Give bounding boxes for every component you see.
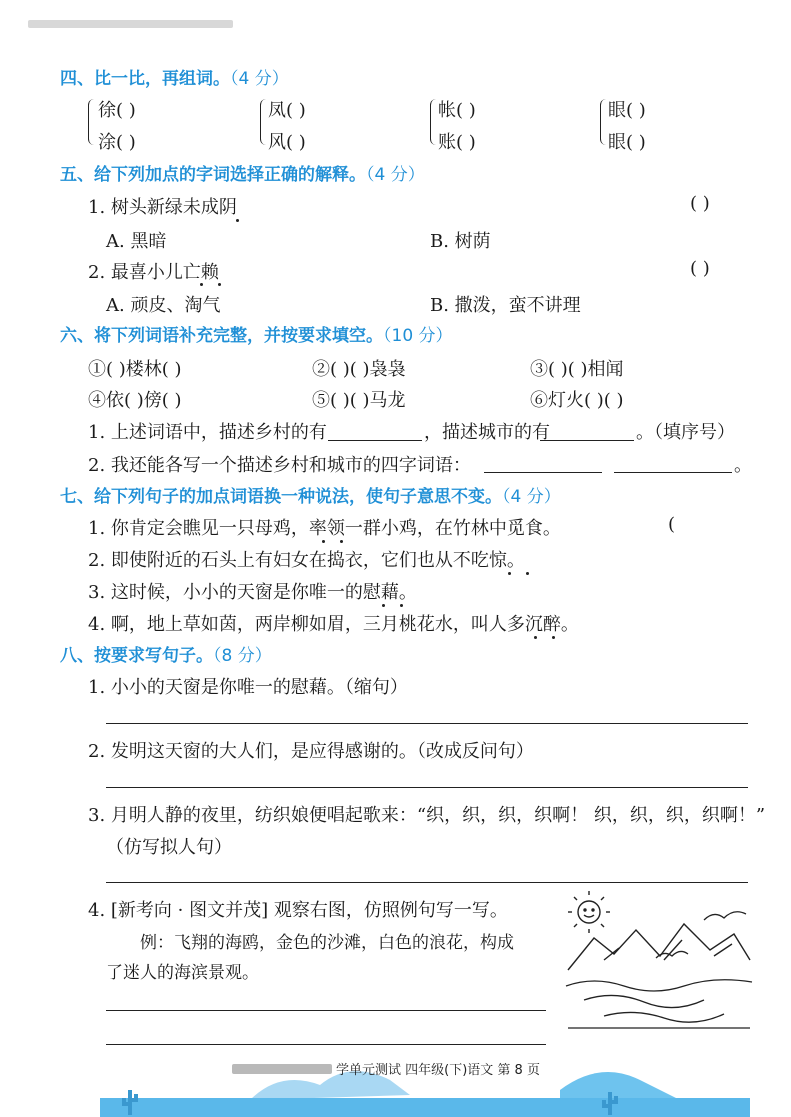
section-7-title: 七、给下列句子的加点词语换一种说法，使句子意思不变。（4 分） <box>60 487 561 507</box>
s6-question-2: 2. 我还能各写一个描述乡村和城市的四字词语： <box>88 455 471 476</box>
footer-text: 学单元测试 四年级(下)语文 第 8 页 <box>336 1063 540 1078</box>
s8-q4-example-cont: 了迷人的海滨景观。 <box>106 963 259 983</box>
s6-item-1: ①( )楼林( ) <box>88 359 182 380</box>
pair-1-top: 徐( ) <box>98 100 136 121</box>
answer-line[interactable] <box>106 787 748 788</box>
answer-line[interactable] <box>106 723 748 724</box>
answer-line[interactable] <box>328 440 422 441</box>
s7-q1-answer-paren: ( <box>668 514 676 535</box>
section-8-title: 八、按要求写句子。（8 分） <box>60 646 272 666</box>
s8-question-2: 2. 发明这天窗的大人们，是应得感谢的。（改成反问句） <box>88 741 534 762</box>
emphasis-dot <box>508 572 511 575</box>
s5-question-1: 1. 树头新绿未成阴 <box>88 197 237 218</box>
s7-question-3: 3. 这时候，小小的天窗是你唯一的慰藉。 <box>88 582 417 603</box>
s8-question-3-hint: （仿写拟人句） <box>106 837 232 858</box>
emphasis-dot <box>236 219 239 222</box>
s8-q4-example: 例：飞翔的海鸥，金色的沙滩，白色的浪花，构成 <box>140 933 514 953</box>
s8-question-4: 4. [新考向 · 图文并茂] 观察右图，仿照例句写一写。 <box>88 900 508 921</box>
s6-item-2: ②( )( )袅袅 <box>312 359 406 380</box>
answer-line[interactable] <box>106 1044 546 1045</box>
s8-question-3: 3. 月明人静的夜里，纺织娘便唱起歌来：“织，织，织，织啊！ 织，织，织，织啊！” <box>88 805 766 826</box>
beach-waves-icon <box>566 980 752 1028</box>
s5-question-2: 2. 最喜小儿亡赖 <box>88 262 219 283</box>
pair-1-bottom: 涂( ) <box>98 132 136 153</box>
emphasis-dot <box>382 604 385 607</box>
emphasis-dot <box>218 283 221 286</box>
s6-item-4: ④依( )傍( ) <box>88 390 182 411</box>
s7-question-1: 1. 你肯定会瞧见一只母鸡，率领一群小鸡，在竹林中觅食。 <box>88 518 561 539</box>
emphasis-dot <box>322 540 325 543</box>
blurred-header <box>28 20 233 28</box>
s7-question-2: 2. 即使附近的石头上有妇女在捣衣，它们也从不吃惊。 <box>88 550 525 571</box>
s5-q2-option-a: A. 顽皮、淘气 <box>106 295 221 316</box>
answer-line[interactable] <box>484 472 602 473</box>
answer-line[interactable] <box>614 472 732 473</box>
emphasis-dot <box>340 540 343 543</box>
s5-q1-option-b: B. 树荫 <box>430 231 491 252</box>
s7-question-4: 4. 啊，地上草如茵，两岸柳如眉，三月桃花水，叫人多沉醉。 <box>88 614 579 635</box>
s6-item-6: ⑥灯火( )( ) <box>530 390 624 411</box>
section-5-title: 五、给下列加点的字词选择正确的解释。（4 分） <box>60 165 425 185</box>
brace <box>88 99 97 145</box>
s6-q2-end: 。 <box>734 455 752 476</box>
pair-3-bottom: 账( ) <box>438 132 476 153</box>
pair-4-bottom: 眼( ) <box>608 132 646 153</box>
s5-q1-answer-paren: ( ) <box>690 193 710 214</box>
s6-question-1: 1. 上述词语中，描述乡村的有 <box>88 422 327 443</box>
pair-4-top: 眼( ) <box>608 100 646 121</box>
answer-line[interactable] <box>106 882 748 883</box>
footer-ground <box>100 1098 750 1117</box>
section-4-title: 四、比一比，再组词。（4 分） <box>60 69 289 89</box>
pair-2-top: 凤( ) <box>268 100 306 121</box>
s5-q2-option-b: B. 撒泼，蛮不讲理 <box>430 295 581 316</box>
answer-line[interactable] <box>540 440 634 441</box>
sun-icon <box>568 891 610 933</box>
emphasis-dot <box>400 604 403 607</box>
s6-item-3: ③( )( )相闻 <box>530 359 624 380</box>
section-6-title: 六、将下列词语补充完整，并按要求填空。（10 分） <box>60 326 453 346</box>
mountains-icon <box>568 924 750 970</box>
s5-q1-option-a: A. 黑暗 <box>106 231 167 252</box>
footer-cloud <box>560 1072 680 1100</box>
s6-item-5: ⑤( )( )马龙 <box>312 390 406 411</box>
blurred-footer-text <box>232 1064 332 1074</box>
emphasis-dot <box>200 283 203 286</box>
pair-3-top: 帐( ) <box>438 100 476 121</box>
pair-2-bottom: 风( ) <box>268 132 306 153</box>
seaside-illustration <box>564 890 754 1030</box>
emphasis-dot <box>526 572 529 575</box>
emphasis-dot <box>534 636 537 639</box>
s6-q1-mid: ，描述城市的有 <box>424 422 550 443</box>
answer-line[interactable] <box>106 1010 546 1011</box>
s6-q1-end: 。（填序号） <box>636 422 735 443</box>
s5-q2-answer-paren: ( ) <box>690 258 710 279</box>
emphasis-dot <box>552 636 555 639</box>
s8-question-1: 1. 小小的天窗是你唯一的慰藉。（缩句） <box>88 677 408 698</box>
